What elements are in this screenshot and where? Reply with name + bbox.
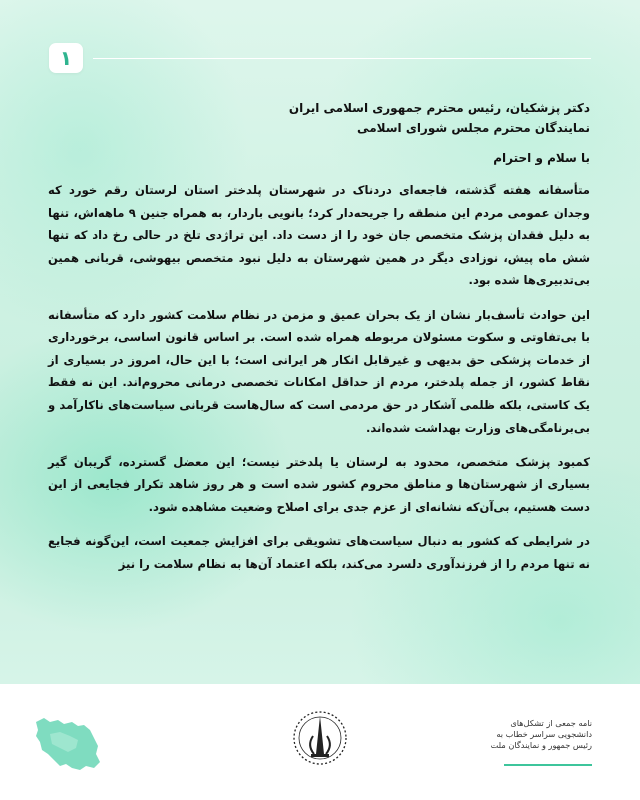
page-number: ۱ [59, 46, 73, 70]
paragraph-2: این حوادث تأسف‌بار نشان از یک بحران عمیق و مزمن در نظام سلامت کشور دارد که متأسفانه با بی‌تفاوتی و سکوت مسئولان مربوطه همراه شده است. بر اساس قانون اساسی، برخورداری از خدمات پزشکی حق بدیهی و غیرقابل انکار هر ایرانی است؛ با این حال، امروز در بسیاری از نقاط کشور، از جمله پلدختر، مردم از حداقل امکانات تخصصی درمانی محروم‌اند. این نه فقط یک کاستی، بلکه ظلمی آشکار در حق مردمی است که سال‌هاست قربانی سیاست‌های ناکارآمد و بی‌برنامگی‌های وزارت بهداشت شده‌اند. [48, 307, 590, 435]
footer-caption-line-2: دانشجویی سراسر خطاب به [496, 729, 592, 739]
addressee-line-2: نمایندگان محترم مجلس شورای اسلامی [357, 121, 590, 135]
footer [0, 684, 640, 800]
footer-caption-line-1: نامه جمعی از تشکل‌های [510, 718, 592, 728]
student-association-emblem [287, 704, 353, 776]
header-divider [93, 58, 591, 59]
page-number-badge [49, 43, 83, 73]
footer-caption [472, 718, 592, 751]
paragraph-1: متأسفانه هفته گذشته، فاجعه‌ای دردناک در شهرستان پلدختر استان لرستان رقم خورد که وجدان عمومی مردم این منطقه را جریحه‌دار کرد؛ بانویی باردار، به همراه جنین ۹ ماهه‌اش، تنها به دلیل فقدان پزشک متخصص جان خود را از دست داد. این تراژدی تلخ در حالی رخ داد که تنها شش ماه پیش، نوزادی دیگر در همین شهرستان به دلیل نبود متخصص بیهوشی، قربانی همین بی‌تدبیری‌ها شده بود. [48, 183, 590, 288]
footer-caption-line-3: رئیس جمهور و نمایندگان ملت [490, 740, 592, 750]
paragraph-3: کمبود پزشک متخصص، محدود به لرستان یا پلدختر نیست؛ این معضل گسترده، گریبان گیر بسیاری از شهرستان‌ها و مناطق محروم کشور شده است و هر روز شاهد تکرار فجایعی از این دست هستیم، بی‌آن‌که نشانه‌ای از عزم جدی برای اصلاح وضعیت مشاهده شود. [48, 454, 590, 514]
footer-accent-rule [504, 764, 592, 766]
addressee-line-1: دکتر پزشکیان، رئیس محترم جمهوری اسلامی ایران [288, 101, 590, 115]
greeting: با سلام و احترام [493, 151, 590, 165]
paragraph-4: در شرایطی که کشور به دنبال سیاست‌های تشویقی برای افزایش جمعیت است، این‌گونه فجایع نه تنها مردم را از فرزندآوری دلسرد می‌کند، بلکه اعتماد آن‌ها به نظام سلامت را نیز [48, 534, 590, 571]
iran-map-icon [30, 714, 104, 774]
letter-body [48, 98, 590, 587]
